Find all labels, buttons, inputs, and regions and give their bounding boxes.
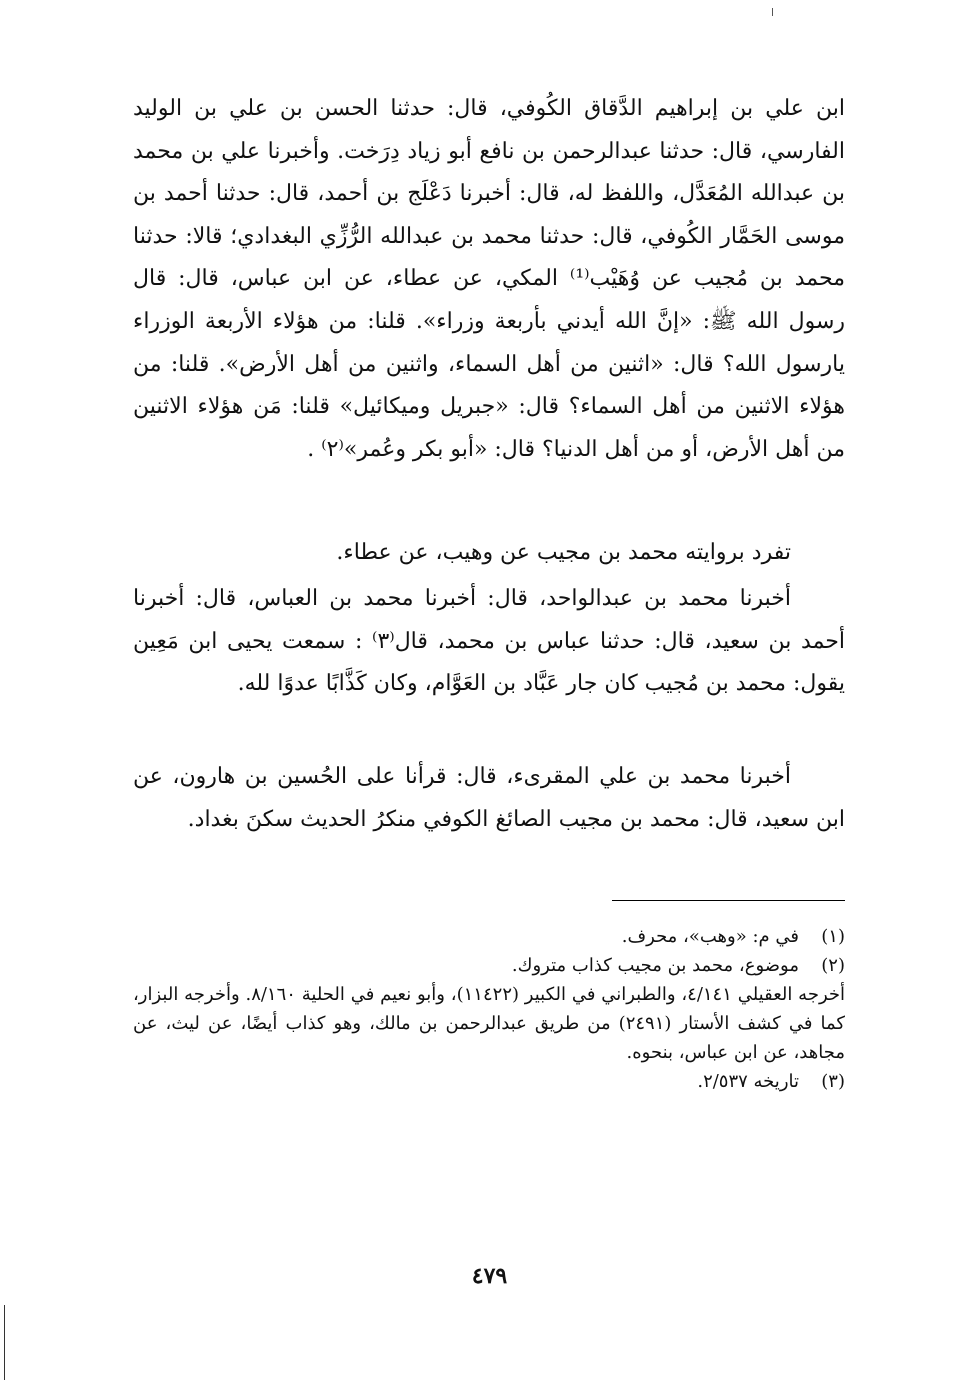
paragraph-4: أخبرنا محمد بن علي المقرىء، قال: قرأنا على الحُسين بن هارون، عن ابن سعيد، قال: محمد بن مجيب الصائغ الكوفي منكرُ الحديث سكنَ بغداد.	[133, 764, 845, 832]
footnote-text: في م: «وهب»، محرف.	[621, 926, 799, 947]
footnotes	[133, 922, 845, 1096]
paragraph-1: ابن علي بن إبراهيم الدَّقاق الكُوفي، قال: حدثنا الحسن بن علي بن الوليد الفارسي، قال: حدثنا عبدالرحمن بن نافع أبو زياد دِرَخت. وأخبرنا علي بن محمد بن عبدالله المُعَدَّل، واللفظ له، قال: أخبرنا دَعْلَج بن أحمد، قال: حدثنا أحمد بن موسى الحَمَّار الكُوفي، قال: حدثنا محمد بن عبدالله الرُّزِّي البغدادي؛ قالا: حدثنا محمد بن مُجيب عن وُهَيْب⁽¹⁾ المكي، عن عطاء، عن ابن عباس، قال: قال رسول الله ﷺ: «إنَّ الله أيدني بأربعة وزراء». قلنا: من هؤلاء الأربعة الوزراء يارسول الله؟ قال: «اثنين من أهل السماء، واثنين من أهل الأرض». قلنا: من هؤلاء الاثنين من أهل السماء؟ قال: «جبريل وميكائيل» قلنا: مَن هؤلاء الاثنين من أهل الأرض، أو من أهل الدنيا؟ قال: «أبو بكر وعُمر»⁽٢⁾ .	[133, 96, 845, 462]
footnote-text: موضوع، محمد بن مجيب كذاب متروك.	[511, 955, 799, 976]
footnote-number: (١)	[821, 926, 845, 947]
footnote-separator	[612, 900, 845, 901]
scan-edge-line	[4, 1305, 5, 1380]
footnote-1	[133, 922, 845, 951]
footnote-2	[133, 951, 845, 980]
main-text-paragraph	[133, 578, 845, 706]
footnote-2-continuation: أخرجه العقيلي ٤/١٤١، والطبراني في الكبير (١١٤٢٢)، وأبو نعيم في الحلية ٨/١٦٠. وأخرجه البزار، كما في كشف الأستار (٢٤٩١) من طريق عبدالرحمن بن مالك، وهو كذاب أيضًا، عن ليث، عن مجاهد، عن ابن عباس، بنحوه.	[133, 984, 846, 1063]
footnote-number: (٢)	[821, 955, 845, 976]
main-text-paragraph	[133, 756, 845, 841]
paragraph-2: تفرد بروايته محمد بن مجيب عن وهيب، عن عطاء.	[336, 540, 791, 565]
footnote-text: تاريخه ٢/٥٣٧.	[697, 1071, 799, 1092]
paragraph-3: أخبرنا محمد بن عبدالواحد، قال: أخبرنا محمد بن العباس، قال: أخبرنا أحمد بن سعيد، قال: حدثنا عباس بن محمد، قال⁽٣⁾ : سمعت يحيى ابن مَعِين يقول: محمد بن مُجيب كان جار عَبَّاد بن العَوَّام، وكان كَذَّابًا عدوًا لله.	[133, 586, 845, 697]
main-text-paragraph	[133, 532, 845, 575]
footnote-3	[133, 1067, 845, 1096]
footnote-number: (٣)	[821, 1071, 845, 1092]
page-number: ٤٧٩	[471, 1263, 508, 1289]
scan-mark	[772, 8, 773, 16]
main-text-paragraph	[133, 88, 845, 471]
